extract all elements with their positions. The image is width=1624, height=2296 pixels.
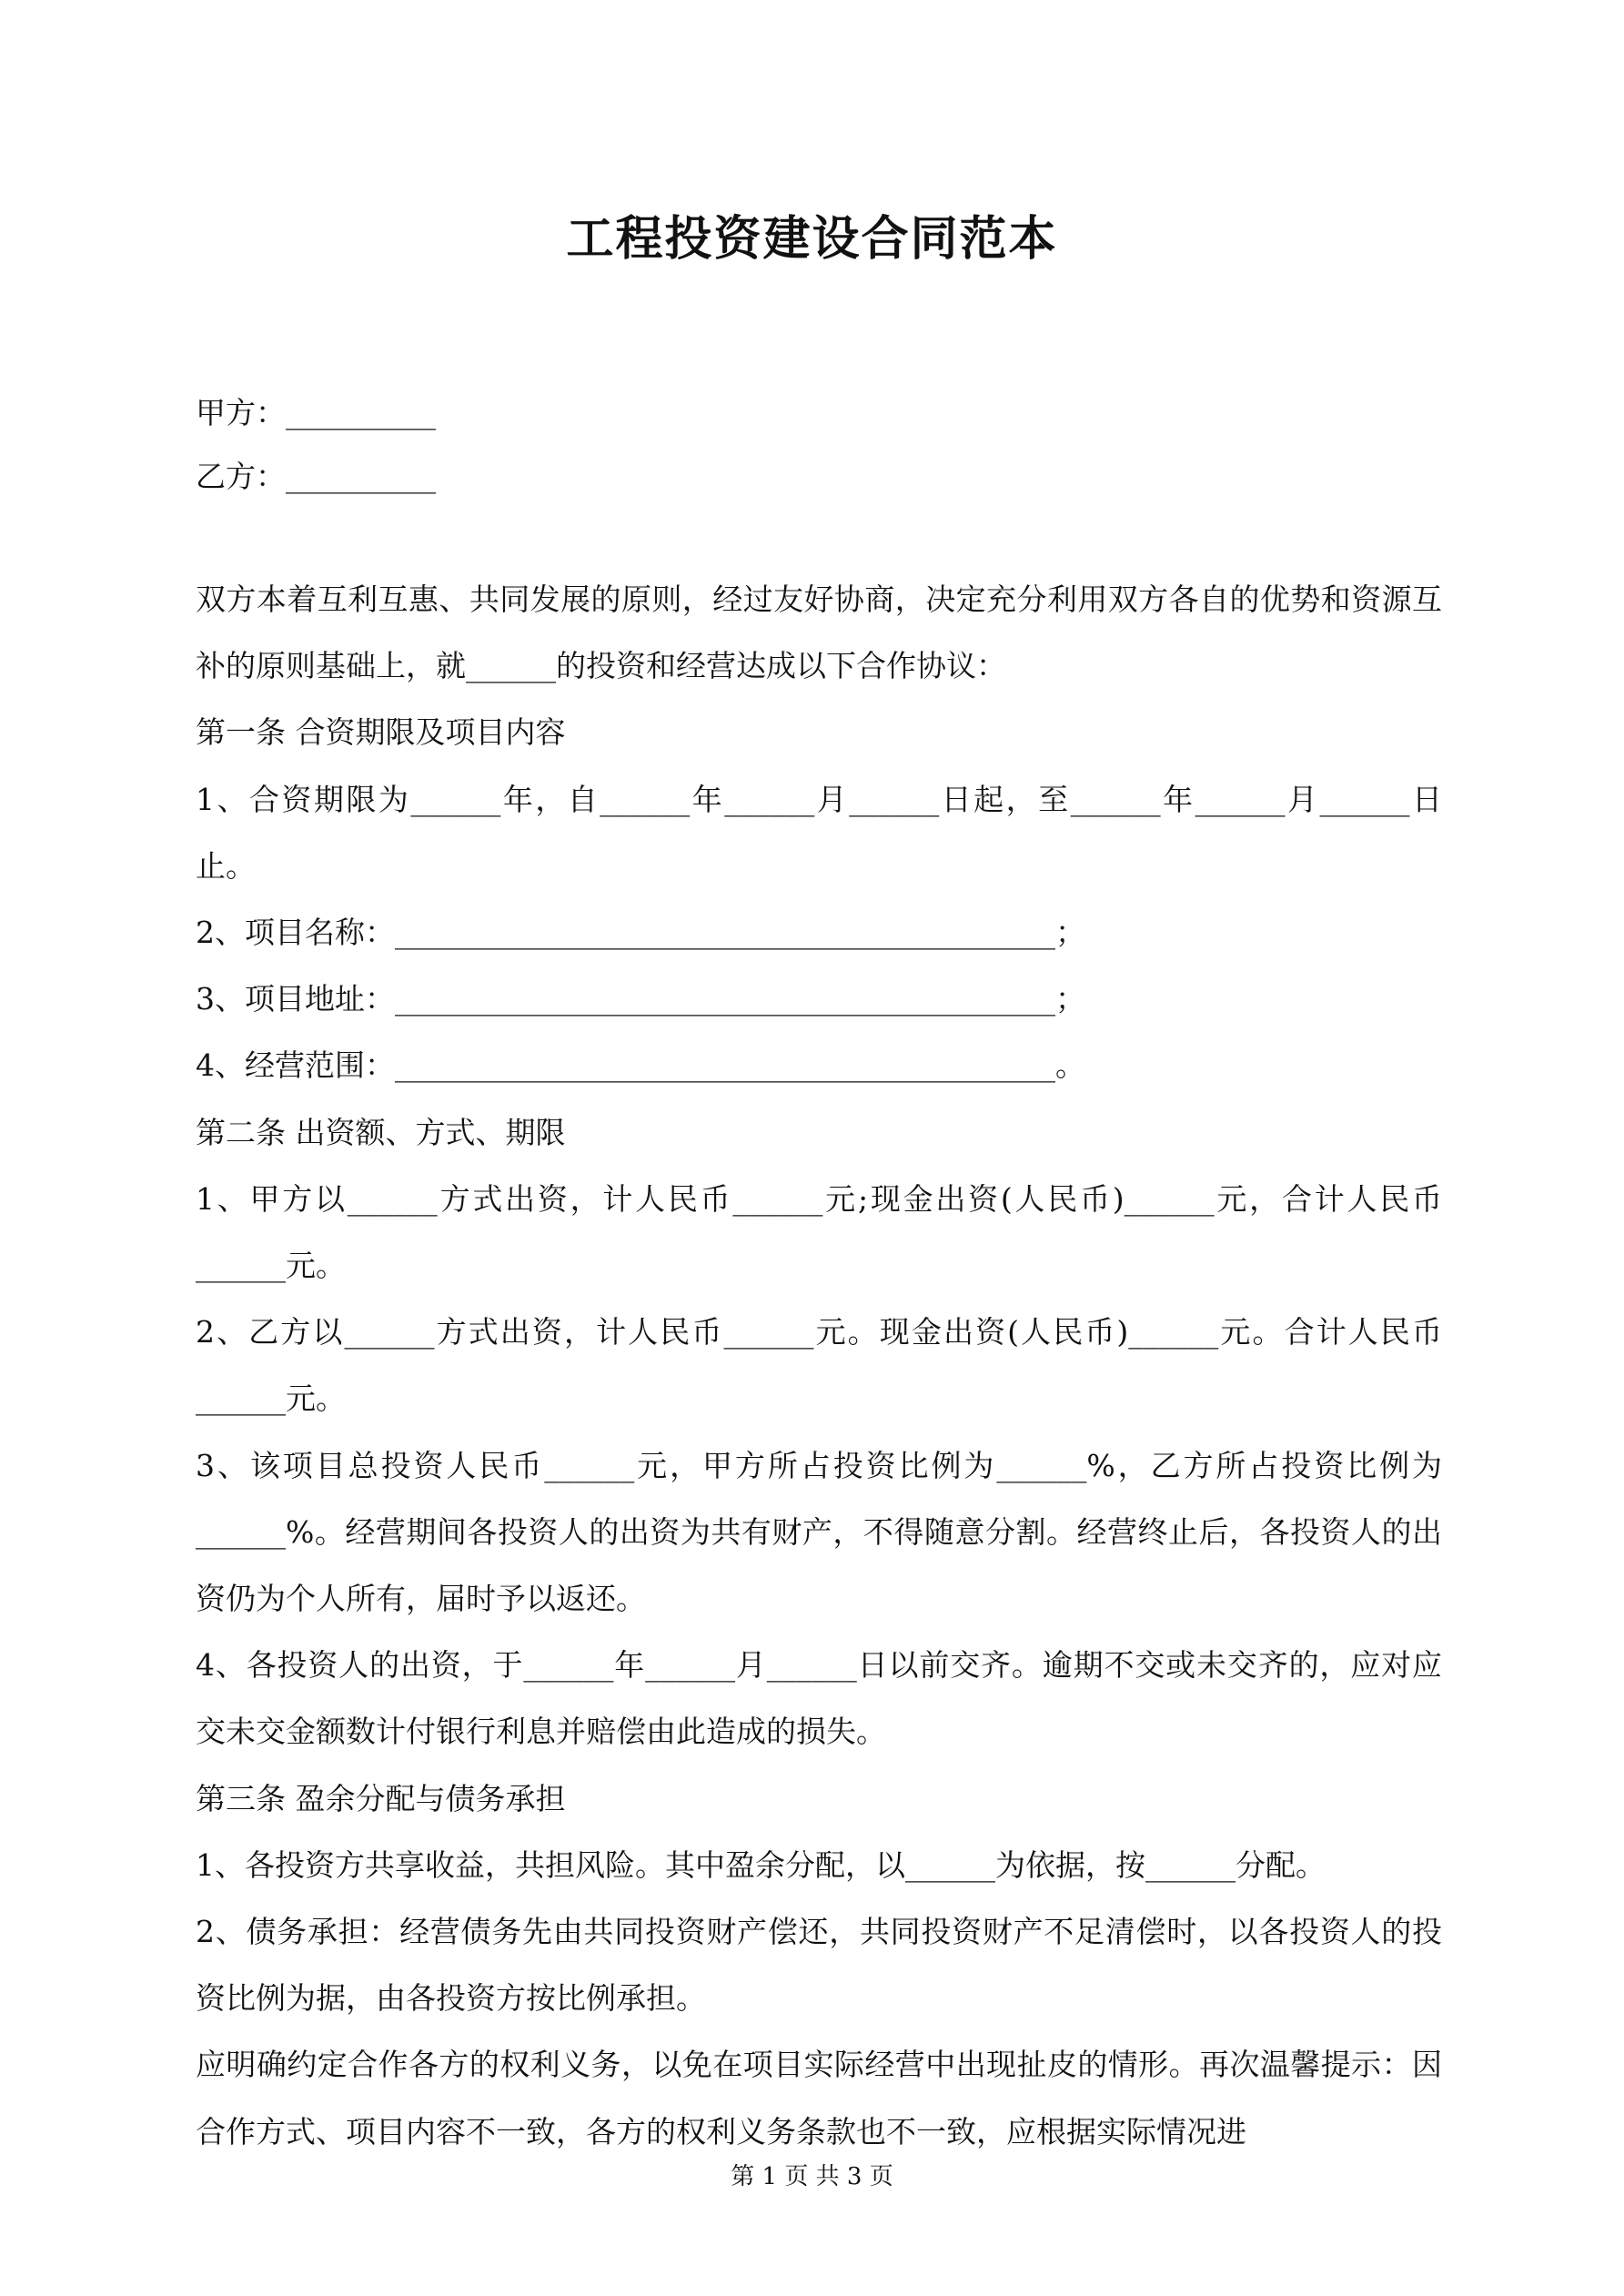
article-1-clause-1: 1、合资期限为______年，自______年______月______日起，至______年______月______日止。 [196, 781, 1442, 884]
article-1-heading: 第一条 合资期限及项目内容 [196, 714, 566, 751]
article-3-clause-1: 1、各投资方共享收益，共担风险。其中盈余分配，以______为依据，按______分配。 [196, 1846, 1326, 1883]
document-title: 工程投资建设合同范本 [566, 211, 1058, 267]
page-number-footer: 第 1 页 共 3 页 [731, 2163, 893, 2190]
article-2-heading: 第二条 出资额、方式、期限 [196, 1114, 566, 1150]
contract-body [196, 566, 1442, 2165]
article-2-clause-2: 2、乙方以______方式出资，计人民币______元。现金出资(人民币)______元。合计人民币______元。 [196, 1314, 1442, 1417]
party-b-line: 乙方：__________ [196, 459, 436, 494]
article-3-heading: 第三条 盈余分配与债务承担 [196, 1780, 566, 1816]
tip-paragraph: 应明确约定合作各方的权利义务，以免在项目实际经营中出现扯皮的情形。再次温馨提示：因合作方式、项目内容不一致，各方的权利义务条款也不一致，应根据实际情况进 [196, 2047, 1442, 2149]
article-2-clause-1: 1、甲方以______方式出资，计人民币______元;现金出资(人民币)______元，合计人民币______元。 [196, 1180, 1442, 1284]
article-2-clause-4: 4、各投资人的出资，于______年______月______日以前交齐。逾期不交或未交齐的，应对应交未交金额数计付银行利息并赔偿由此造成的损失。 [196, 1647, 1442, 1750]
article-2-clause-3: 3、该项目总投资人民币______元，甲方所占投资比例为______%，乙方所占投资比例为______%。经营期间各投资人的出资为共有财产，不得随意分割。经营终止后，各投资人的出资仍为个人所有，届时予以返还。 [196, 1447, 1442, 1617]
article-3-clause-2: 2、债务承担：经营债务先由共同投资财产偿还，共同投资财产不足清偿时，以各投资人的投资比例为据，由各投资方按比例承担。 [196, 1914, 1442, 2017]
article-1-clause-4: 4、经营范围：____________________________________________。 [196, 1047, 1085, 1084]
party-a-line: 甲方：__________ [196, 395, 436, 430]
article-1-clause-3: 3、项目地址：____________________________________________； [196, 981, 1085, 1017]
article-1-clause-2: 2、项目名称：____________________________________________； [196, 915, 1085, 951]
intro-paragraph: 双方本着互利互惠、共同发展的原则，经过友好协商，决定充分利用双方各自的优势和资源互补的原则基础上，就______的投资和经营达成以下合作协议： [196, 582, 1442, 684]
